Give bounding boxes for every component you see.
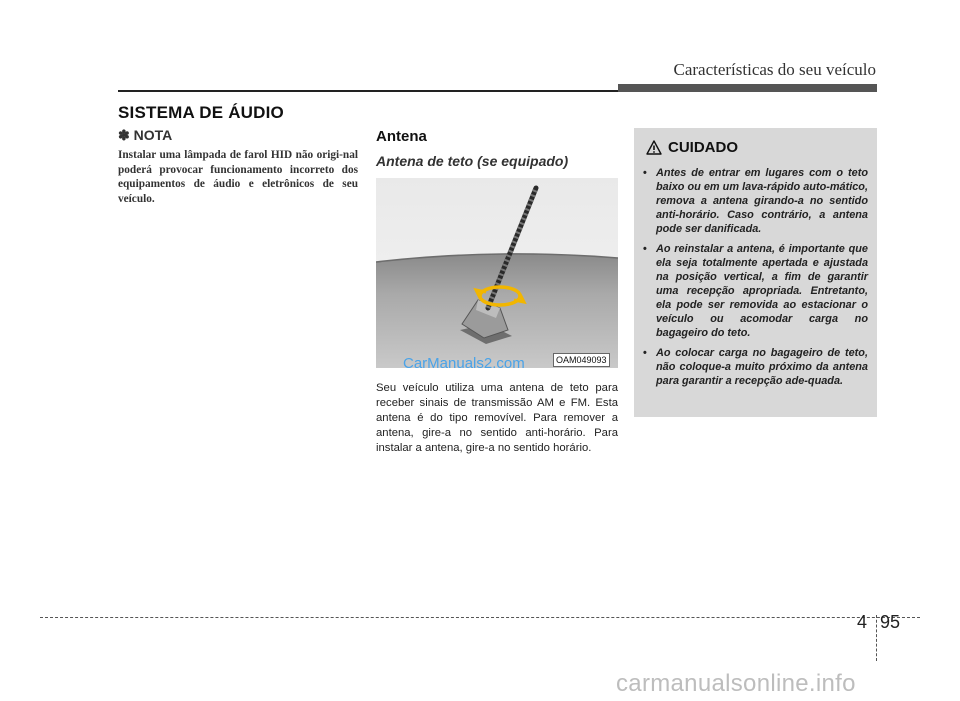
- figure-code: OAM049093: [553, 353, 610, 367]
- caution-list: [642, 166, 868, 394]
- antena-body: Seu veículo utiliza uma antena de teto para receber sinais de transmissão AM e FM. Esta antena é do tipo removível. Para remover a antena, gire-a no sentido anti-horário. Para instalar a antena, gire-a no sentido horário.: [376, 382, 618, 454]
- antena-title: Antena: [376, 128, 427, 145]
- header-rule: [118, 90, 618, 92]
- warning-triangle-icon: [646, 140, 662, 155]
- footer-rule: [40, 617, 920, 618]
- roof-antenna-illustration: [376, 178, 618, 368]
- nota-star-icon: ✽: [118, 127, 130, 143]
- nota-title: NOTA: [133, 127, 173, 143]
- caution-heading: [646, 139, 738, 156]
- chapter-number: 4: [857, 612, 868, 632]
- watermark: CarManuals2.com: [403, 355, 525, 372]
- nota-heading: [118, 127, 172, 144]
- caution-item: • Ao reinstalar a antena, é importante que ela seja totalmente apertada e ajustada na posição vertical, a fim de garantir uma recepção apropriada. Entretanto, ela pode ser removida ao estacionar o veículo ou acomodar carga no bagageiro do teto.: [643, 243, 868, 339]
- caution-title: CUIDADO: [668, 139, 738, 156]
- antena-subtitle: Antena de teto (se equipado): [376, 153, 569, 169]
- header-rule-accent: [618, 84, 877, 92]
- site-watermark[interactable]: carmanualsonline.info: [616, 670, 856, 697]
- section-title: SISTEMA DE ÁUDIO: [118, 103, 284, 122]
- page-number: 95: [880, 612, 901, 632]
- page-number-divider: [876, 615, 877, 661]
- caution-item: • Antes de entrar em lugares com o teto baixo ou em um lava-rápido auto-mático, remova a antena girando-a no sentido anti-horário. Caso contrário, a antena pode ser danificada.: [643, 167, 868, 235]
- caution-item: • Ao colocar carga no bagageiro de teto, não coloque-a muito próximo da antena para garantir a recepção ade-quada.: [643, 347, 868, 387]
- header-title: Características do seu veículo: [673, 60, 876, 79]
- nota-body: Instalar uma lâmpada de farol HID não origi-nal poderá provocar funcionamento incorreto dos equipamentos de áudio e eletrônicos de seu veículo.: [118, 149, 358, 205]
